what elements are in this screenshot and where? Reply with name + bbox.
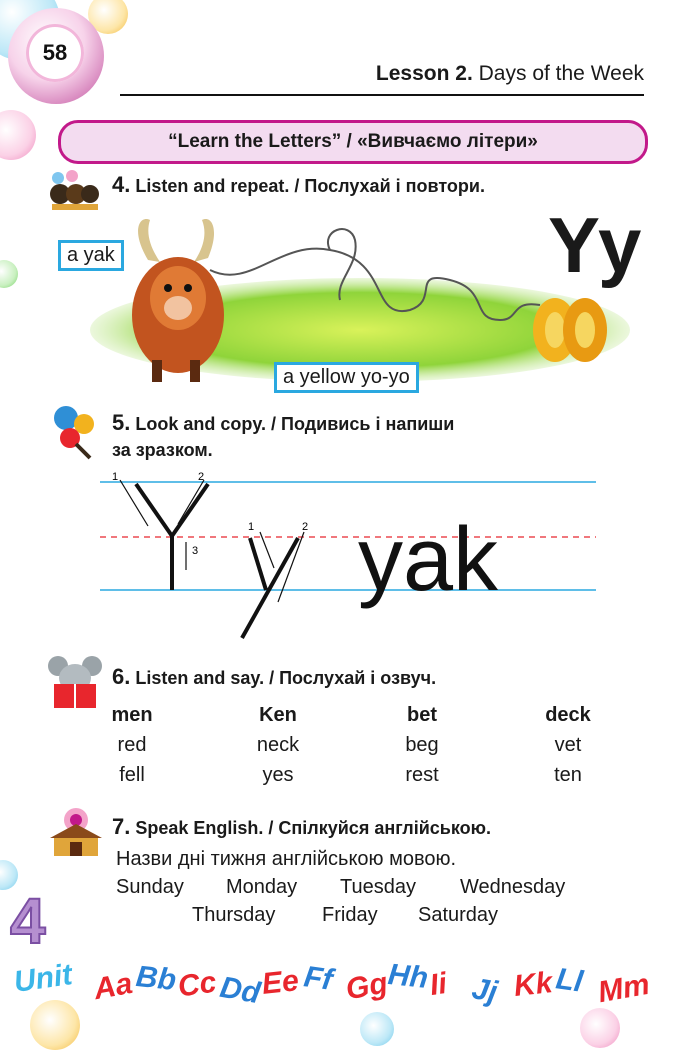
task6-instruction [112, 664, 436, 690]
word-cell: deck [545, 704, 591, 726]
alphabet-letter: Gg [343, 966, 391, 1007]
task7-prompt: Назви дні тижня англійською мовою. [116, 848, 457, 870]
task6-text: Listen and say. / Послухай і озвуч. [135, 668, 437, 688]
alphabet-letter: Mm [595, 967, 653, 1010]
task5-instruction [112, 410, 454, 436]
alphabet-strip [91, 958, 654, 1020]
headphones-icon [46, 168, 102, 214]
stroke-number: 1 [112, 471, 119, 483]
day-word: Tuesday [340, 876, 416, 898]
handwriting-sample [100, 470, 600, 645]
task7-text: Speak English. / Спілкуйся англійською. [135, 818, 491, 838]
task4-text: Listen and repeat. / Послухай і повтори. [135, 176, 485, 196]
word-cell: bet [407, 704, 437, 726]
stroke-number: 1 [248, 521, 255, 533]
stroke-number: 2 [198, 471, 205, 483]
alphabet-letter: Ll [553, 962, 585, 999]
word-cell: Ken [259, 704, 297, 726]
pencil-character-icon [46, 402, 102, 462]
stroke-number: 2 [302, 521, 309, 533]
day-word: Monday [226, 876, 298, 898]
header-divider [120, 94, 644, 96]
label-a-yellow-yoyo: a yellow yo-yo [274, 362, 419, 393]
alphabet-letter: Cc [175, 965, 219, 1004]
lesson-label: Lesson 2. [375, 62, 473, 85]
word-cell: vet [554, 734, 582, 756]
sample-word-yak: yak [358, 510, 499, 610]
day-word: Friday [322, 904, 378, 926]
alphabet-letter: Hh [386, 958, 430, 996]
alphabet-letter: Ii [427, 967, 449, 1003]
task6-number: 6. [112, 664, 131, 689]
stroke-number: 3 [192, 545, 199, 557]
task5-number: 5. [112, 410, 131, 435]
task5-text-line2: за зразком. [112, 440, 213, 460]
section-banner: “Learn the Letters” / «Вивчаємо літери» [58, 120, 648, 164]
snail-house-icon [46, 802, 106, 862]
word-cell: ten [554, 764, 582, 786]
unit-number: 4 [10, 885, 46, 957]
page-number: 58 [42, 40, 68, 65]
word-cell: beg [405, 734, 439, 756]
task4-number: 4. [112, 172, 131, 197]
lesson-title: Days of the Week [478, 62, 644, 85]
day-word: Sunday [116, 876, 184, 898]
word-cell: red [117, 734, 147, 756]
decor-bubble [30, 1000, 80, 1050]
task7-number: 7. [112, 814, 131, 839]
day-word: Thursday [192, 904, 276, 926]
yoyo-picture [533, 298, 607, 362]
decor-bubble [0, 110, 36, 160]
unit-label: Unit [11, 958, 75, 999]
alphabet-letter: Dd [217, 970, 263, 1011]
word-cell: rest [405, 764, 439, 786]
sample-upper-y [120, 480, 208, 590]
day-word: Saturday [418, 904, 499, 926]
lesson-header [316, 62, 644, 86]
alphabet-letter: Jj [469, 972, 500, 1009]
word-cell: fell [119, 764, 145, 786]
task5-text-line1: Look and copy. / Подивись і напиши [135, 414, 455, 434]
task4-instruction [112, 172, 485, 198]
word-cell: neck [256, 734, 300, 756]
alphabet-letter: Ff [301, 960, 335, 997]
alphabet-letter: Aa [91, 966, 135, 1007]
letter-pair-yy: Yy [548, 201, 640, 289]
alphabet-letter: Kk [512, 966, 554, 1003]
label-a-yak: a yak [58, 240, 124, 271]
word-cell: yes [262, 764, 294, 786]
task7-instruction [112, 814, 491, 840]
sample-lower-y [242, 532, 304, 638]
day-word: Wednesday [460, 876, 566, 898]
mouse-with-book-icon [46, 654, 104, 710]
alphabet-letter: Bb [134, 960, 178, 998]
alphabet-letter: Ee [260, 964, 301, 1001]
decor-bubble [0, 260, 18, 288]
word-cell: men [111, 704, 153, 726]
